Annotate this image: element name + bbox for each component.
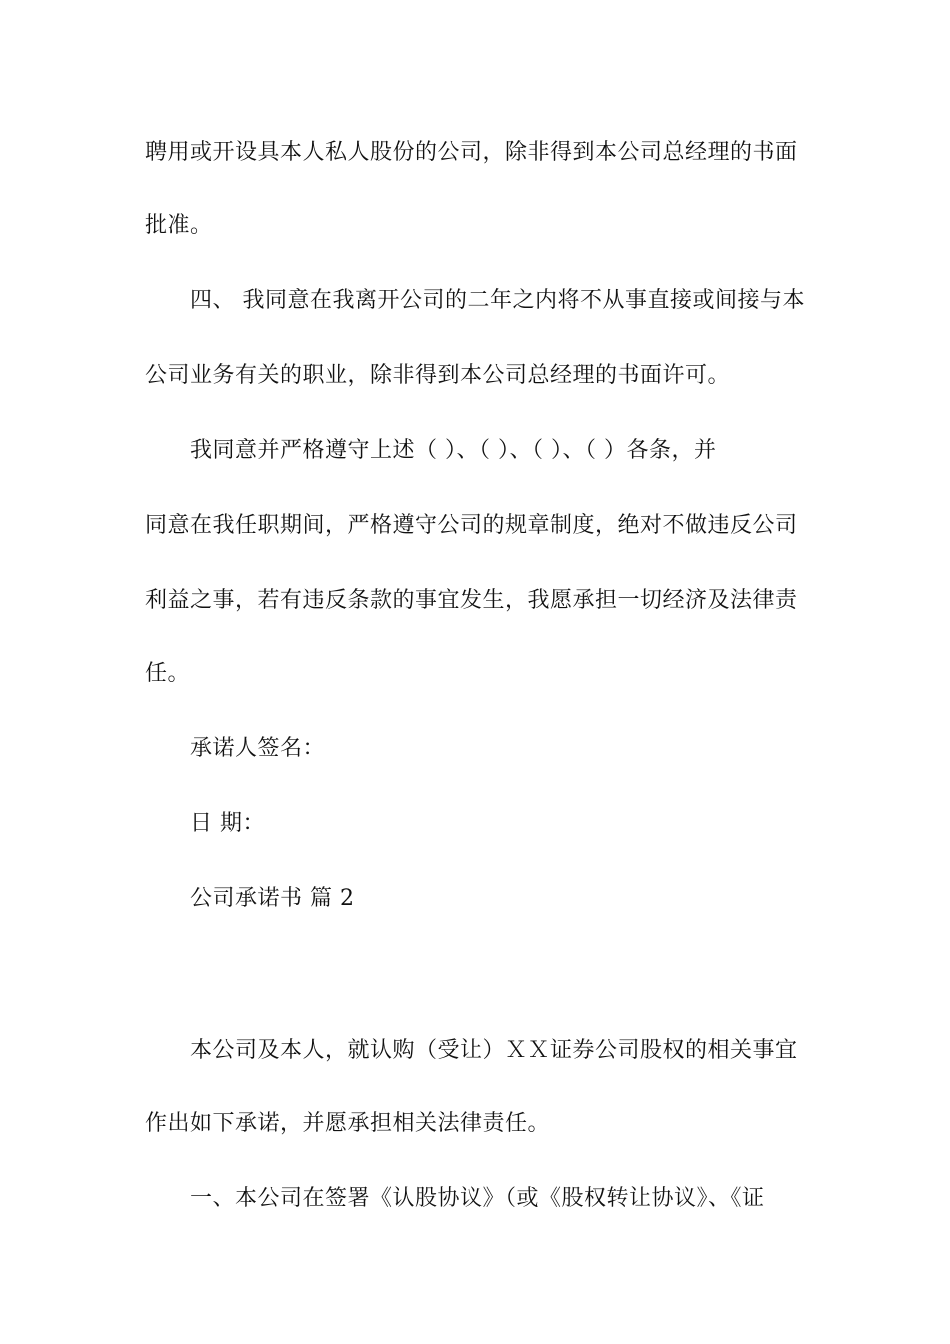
paragraph-line: 同意在我任职期间，严格遵守公司的规章制度，绝对不做违反公司 [145, 513, 798, 538]
paragraph-line: 公司业务有关的职业，除非得到本公司总经理的书面许可。 [145, 363, 731, 388]
section-heading: 公司承诺书 篇 2 [190, 886, 355, 911]
paragraph-line: 聘用或开设具本人私人股份的公司，除非得到本公司总经理的书面 [145, 140, 798, 165]
paragraph-line: 作出如下承诺，并愿承担相关法律责任。 [145, 1111, 551, 1136]
paragraph-line: 本公司及本人，就认购（受让）ＸＸ证券公司股权的相关事宜 [190, 1038, 798, 1063]
signature-label: 承诺人签名： [190, 736, 326, 761]
paragraph-line: 任。 [145, 661, 191, 686]
paragraph-line: 利益之事，若有违反条款的事宜发生，我愿承担一切经济及法律责 [145, 588, 798, 613]
paragraph-line: 四、 我同意在我离开公司的二年之内将不从事直接或间接与本 [190, 288, 805, 313]
paragraph-line: 批准。 [145, 213, 213, 238]
paragraph-line: 一、本公司在签署《认股协议》（或《股权转让协议》、《证 [190, 1186, 765, 1211]
paragraph-line: 我同意并严格遵守上述（ ）、（ ）、（ ）、（ ）各条，并 [190, 438, 717, 463]
date-label: 日 期： [190, 811, 265, 836]
